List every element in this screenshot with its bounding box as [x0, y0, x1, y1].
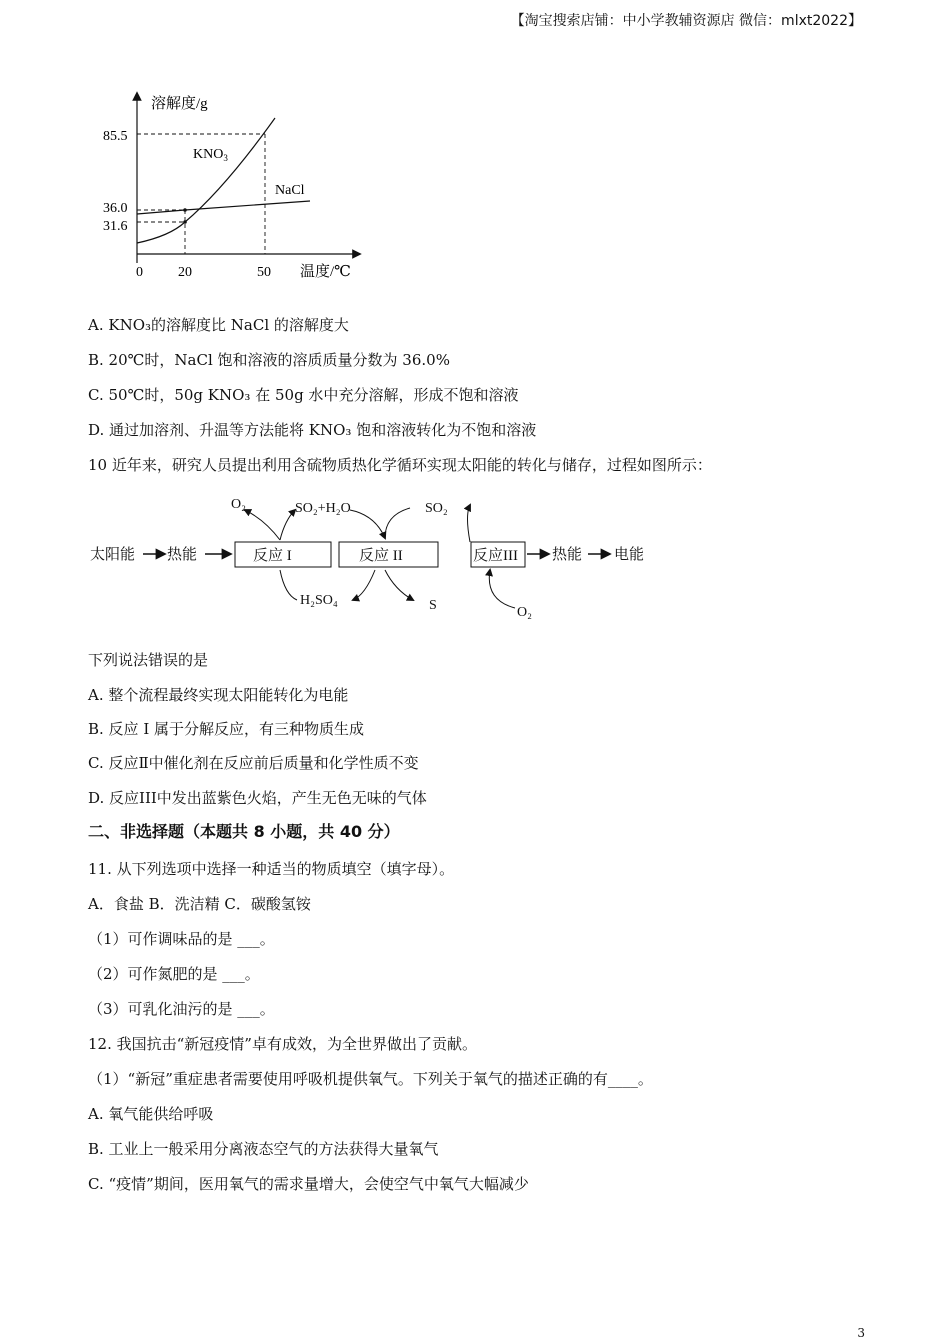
q11-choices: A．食盐 B．洗洁精 C．碳酸氢铵 [88, 895, 311, 913]
q10-option-b: B. 反应 I 属于分解反应，有三种物质生成 [88, 720, 365, 738]
q9-option-d: D. 通过加溶剂、升温等方法能将 KNO₃ 饱和溶液转化为不饱和溶液 [88, 421, 537, 439]
q12-option-a: A. 氧气能供给呼吸 [88, 1105, 214, 1123]
q11-part-2: （2）可作氮肥的是 ___。 [88, 965, 260, 983]
kno3-curve [137, 118, 275, 243]
y-axis-label: 溶解度/g [151, 96, 208, 112]
so2-h2o-label: SO₂+H₂O [295, 501, 351, 516]
q9-option-c: C. 50℃时，50g KNO₃ 在 50g 水中充分溶解，形成不饱和溶液 [88, 386, 519, 404]
x-tick-0: 0 [136, 265, 143, 280]
legend-nacl: NaCl [275, 183, 305, 198]
electric-energy: 电能 [614, 547, 645, 563]
o2-top-label: O₂ [231, 497, 246, 512]
reaction-1-label: 反应 I [253, 548, 292, 564]
q9-option-a: A. KNO₃的溶解度比 NaCl 的溶解度大 [88, 316, 349, 334]
solar-energy: 太阳能 [90, 547, 136, 563]
q11-part-3: （3）可乳化油污的是 ___。 [88, 1000, 275, 1018]
heat-energy-1: 热能 [167, 547, 198, 563]
nacl-curve [137, 201, 310, 214]
x-axis-label: 温度/℃ [300, 264, 351, 280]
so2-right-label: SO₂ [425, 501, 448, 516]
page-number: 3 [857, 1326, 865, 1340]
page-header: 【淘宝搜索店铺：中小学教辅资源店 微信：mlxt2022】 [510, 13, 862, 29]
q10-option-d: D. 反应III中发出蓝紫色火焰，产生无色无味的气体 [88, 789, 427, 807]
reaction-2-label: 反应 II [359, 548, 403, 564]
x-tick-50: 50 [257, 265, 271, 280]
y-tick-85: 85.5 [103, 129, 128, 144]
q10-option-a: A. 整个流程最终实现太阳能转化为电能 [88, 686, 349, 704]
x-tick-20: 20 [178, 265, 192, 280]
q11-part-1: （1）可作调味品的是 ___。 [88, 930, 275, 948]
q10-question: 下列说法错误的是 [88, 651, 209, 669]
q9-option-b: B. 20℃时，NaCl 饱和溶液的溶质质量分数为 36.0% [88, 351, 450, 369]
solubility-chart [95, 88, 370, 283]
q12-option-b: B. 工业上一般采用分离液态空气的方法获得大量氧气 [88, 1140, 439, 1158]
legend-kno3: $KNO_3$ [193, 147, 228, 163]
heat-energy-2: 热能 [552, 547, 583, 563]
q10-stem: 10 近年来，研究人员提出利用含硫物质热化学循环实现太阳能的转化与储存，过程如图所示： [88, 456, 712, 474]
h2so4-label: H₂SO₄ [300, 593, 338, 608]
reaction-3-label: 反应III [473, 548, 518, 564]
q12-stem: 12. 我国抗击“新冠疫情”卓有成效，为全世界做出了贡献。 [88, 1035, 477, 1053]
y-tick-31: 31.6 [103, 219, 128, 234]
q10-option-c: C. 反应Ⅱ中催化剂在反应前后质量和化学性质不变 [88, 754, 419, 772]
reaction-flow-diagram [85, 490, 665, 625]
o2-bottom-label: O₂ [517, 605, 532, 620]
y-tick-36: 36.0 [103, 201, 128, 216]
s-label: S [429, 598, 437, 613]
q12-part-1: （1）“新冠”重症患者需要使用呼吸机提供氧气。下列关于氧气的描述正确的有____。 [88, 1070, 653, 1088]
q11-stem: 11. 从下列选项中选择一种适当的物质填空（填字母）。 [88, 860, 455, 878]
q12-option-c: C. “疫情”期间，医用氧气的需求量增大，会使空气中氧气大幅减少 [88, 1175, 529, 1193]
section-2-heading: 二、非选择题（本题共 8 小题，共 40 分） [88, 822, 400, 841]
